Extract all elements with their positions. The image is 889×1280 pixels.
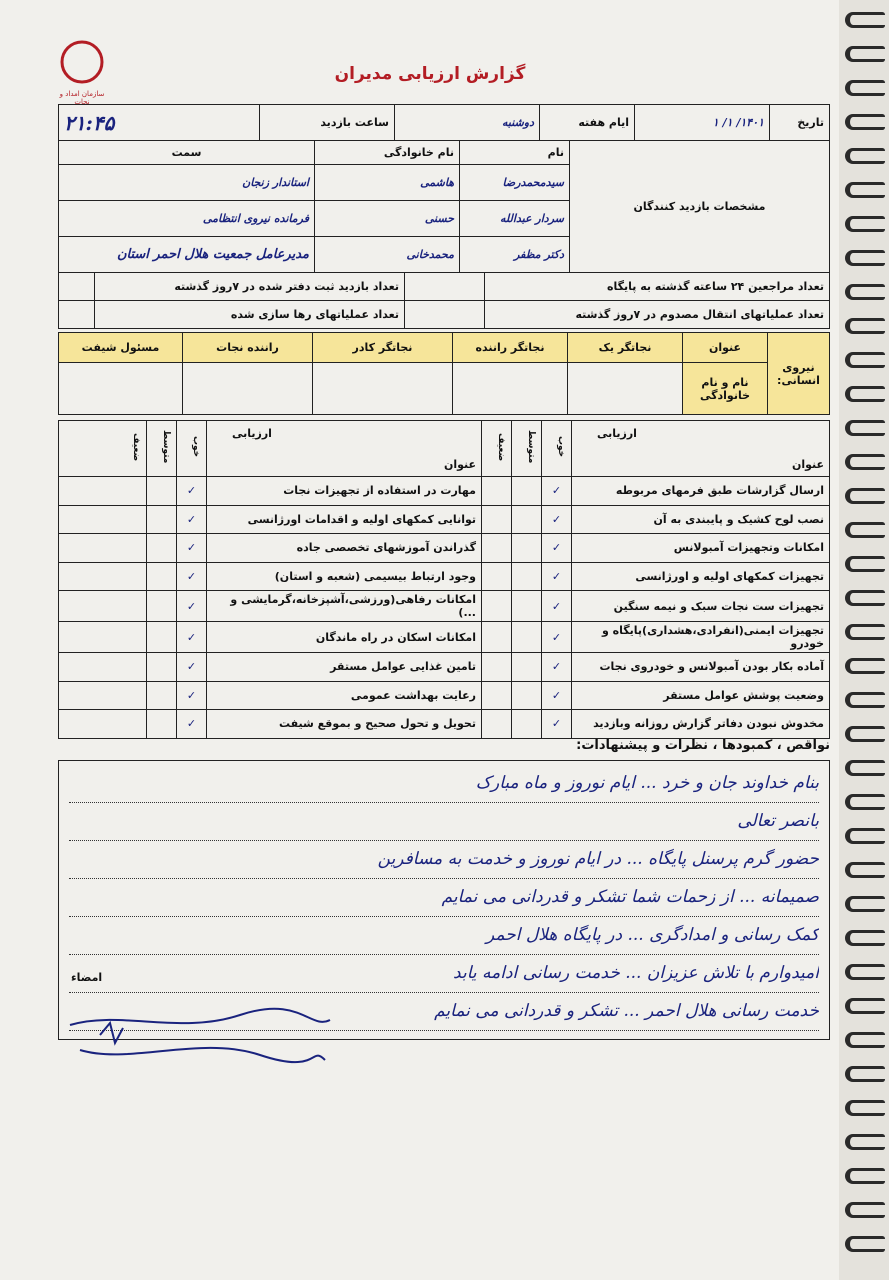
level-weak xyxy=(59,421,147,477)
eval-mark-medium xyxy=(147,562,177,591)
eval-row xyxy=(59,622,830,653)
remark-line: بانصر تعالی xyxy=(69,803,819,841)
visitor-position: فرمانده نیروی انتظامی xyxy=(59,201,315,237)
eval-mark-good: ✓ xyxy=(177,653,207,682)
eval-mark-weak xyxy=(59,622,147,653)
visitor-name: سیدمحمدرضا xyxy=(460,165,570,201)
eval-row xyxy=(59,710,830,739)
weekday-value: دوشنبه xyxy=(395,105,540,141)
eval-mark-weak xyxy=(59,710,147,739)
eval-mark-good: ✓ xyxy=(542,681,572,710)
spiral-ring xyxy=(845,760,885,776)
spiral-ring xyxy=(845,284,885,300)
visitor-family: محمدخانی xyxy=(315,237,460,273)
eval-item-label: تحویل و تحول صحیح و بموقع شیفت xyxy=(207,710,482,739)
eval-item-label: امکانات اسکان در راه ماندگان xyxy=(207,622,482,653)
transfers-7d-label: تعداد عملیاتهای انتقال مصدوم در ۷روز گذشته xyxy=(485,301,830,329)
eval-mark-good: ✓ xyxy=(542,591,572,622)
spiral-ring xyxy=(845,114,885,130)
eval-mark-weak xyxy=(482,562,512,591)
staff-cell xyxy=(453,363,568,415)
eval-mark-medium xyxy=(512,562,542,591)
visitors-table xyxy=(58,140,830,273)
eval-header-title-left xyxy=(207,421,482,477)
spiral-ring xyxy=(845,930,885,946)
time-label: ساعت بازدید xyxy=(260,105,395,141)
visitors-col-family: نام خانوادگی xyxy=(315,141,460,165)
eval-mark-weak xyxy=(59,562,147,591)
spiral-ring xyxy=(845,998,885,1014)
level-weak-label: ضعیف xyxy=(131,432,141,462)
remark-line: خدمت رسانی هلال احمر ... تشکر و قدردانی می نمایم xyxy=(69,993,819,1031)
eval-mark-medium xyxy=(512,534,542,563)
spiral-ring xyxy=(845,216,885,232)
eval-item-label: توانایی کمکهای اولیه و اقدامات اورژانسی xyxy=(207,505,482,534)
eval-mark-weak xyxy=(482,505,512,534)
level-medium-label: متوسط xyxy=(161,430,171,464)
staff-col: نجاتگر کادر xyxy=(313,333,453,363)
eval-row xyxy=(59,653,830,682)
signature-label: امضاء xyxy=(71,971,103,984)
eval-item-label: مخدوش نبودن دفاتر گزارش روزانه وبازدید xyxy=(572,710,830,739)
spiral-ring xyxy=(845,624,885,640)
eval-title-header: عنوان xyxy=(791,457,824,471)
spiral-ring xyxy=(845,1202,885,1218)
eval-mark-medium xyxy=(147,505,177,534)
eval-rating-header: ارزیابی xyxy=(232,426,272,440)
eval-mark-good: ✓ xyxy=(177,681,207,710)
staff-col: مسئول شیفت xyxy=(59,333,183,363)
level-medium xyxy=(512,421,542,477)
eval-mark-weak xyxy=(482,710,512,739)
spiral-ring xyxy=(845,896,885,912)
spiral-ring xyxy=(845,182,885,198)
eval-item-label: رعایت بهداشت عمومی xyxy=(207,681,482,710)
spiral-ring xyxy=(845,46,885,62)
eval-item-label: تجهیزات ست نجات سبک و نیمه سنگین xyxy=(572,591,830,622)
visitors-col-position: سمت xyxy=(59,141,315,165)
eval-mark-medium xyxy=(512,622,542,653)
eval-item-label: آماده بکار بودن آمبولانس و خودروی نجات xyxy=(572,653,830,682)
spiral-ring xyxy=(845,488,885,504)
eval-header-title xyxy=(572,421,830,477)
evaluation-table xyxy=(58,420,830,739)
level-medium xyxy=(147,421,177,477)
staff-name-label: نام و نام خانوادگی xyxy=(683,363,768,415)
spiral-ring xyxy=(845,454,885,470)
eval-item-label: امکانات رفاهی(ورزشی،آشپزخانه،گرمایشی و ...) xyxy=(207,591,482,622)
eval-item-label: مهارت در استفاده از تجهیزات نجات xyxy=(207,477,482,506)
eval-mark-good: ✓ xyxy=(542,477,572,506)
eval-item-label: وجود ارتباط بیسیمی (شعبه و استان) xyxy=(207,562,482,591)
handwritten-signature xyxy=(60,1005,340,1075)
eval-mark-medium xyxy=(147,710,177,739)
transfers-7d-value xyxy=(405,301,485,329)
visits-7d-label: تعداد بازدید ثبت دفتر شده در ۷روز گذشته xyxy=(95,273,405,301)
spiral-ring xyxy=(845,726,885,742)
spiral-ring xyxy=(845,658,885,674)
eval-mark-good: ✓ xyxy=(542,505,572,534)
eval-item-label: نصب لوح کشیک و پایبندی به آن xyxy=(572,505,830,534)
eval-mark-weak xyxy=(482,477,512,506)
weekday-label: ایام هفته xyxy=(540,105,635,141)
abandoned-value xyxy=(59,301,95,329)
spiral-ring xyxy=(845,794,885,810)
visitors-col-name: نام xyxy=(460,141,570,165)
remarks-label: نواقص ، کمبودها ، نظرات و پیشنهادات: xyxy=(576,738,830,753)
spiral-ring xyxy=(845,1168,885,1184)
level-medium-label: متوسط xyxy=(526,430,536,464)
visitor-name: سردار عبدالله xyxy=(460,201,570,237)
eval-mark-good: ✓ xyxy=(177,710,207,739)
spiral-ring xyxy=(845,420,885,436)
eval-mark-weak xyxy=(59,477,147,506)
level-good-label: خوب xyxy=(556,436,566,458)
spiral-ring xyxy=(845,556,885,572)
remark-line: بنام خداوند جان و خرد ... ایام نوروز و ماه مبارک xyxy=(69,765,819,803)
visitor-position: استاندار زنجان xyxy=(59,165,315,201)
eval-item-label: امکانات وتجهیزات آمبولانس xyxy=(572,534,830,563)
eval-row xyxy=(59,534,830,563)
eval-mark-good: ✓ xyxy=(542,562,572,591)
eval-mark-medium xyxy=(512,477,542,506)
level-weak xyxy=(482,421,512,477)
date-value: ۱۴۰۱/ ۱/ ۱ xyxy=(635,105,770,141)
time-value: ۲۱:۴۵ xyxy=(59,105,260,141)
eval-row xyxy=(59,562,830,591)
eval-mark-good: ✓ xyxy=(542,622,572,653)
eval-mark-weak xyxy=(59,591,147,622)
level-good-label: خوب xyxy=(191,436,201,458)
eval-mark-good: ✓ xyxy=(177,534,207,563)
level-good xyxy=(542,421,572,477)
spiral-ring xyxy=(845,1100,885,1116)
eval-mark-weak xyxy=(482,653,512,682)
visitor-name: دکتر مظفر xyxy=(460,237,570,273)
level-weak-label: ضعیف xyxy=(496,432,506,462)
spiral-binding xyxy=(839,0,889,1280)
spiral-ring xyxy=(845,1066,885,1082)
eval-mark-good: ✓ xyxy=(177,591,207,622)
remark-line: صمیمانه ... از زحمات شما تشکر و قدردانی می نمایم xyxy=(69,879,819,917)
visits-7d-value xyxy=(59,273,95,301)
eval-mark-weak xyxy=(59,681,147,710)
spiral-ring xyxy=(845,522,885,538)
eval-row xyxy=(59,505,830,534)
eval-mark-medium xyxy=(147,653,177,682)
spiral-ring xyxy=(845,964,885,980)
spiral-ring xyxy=(845,692,885,708)
staff-title-label: عنوان xyxy=(683,333,768,363)
eval-mark-weak xyxy=(59,534,147,563)
eval-mark-weak xyxy=(59,505,147,534)
eval-mark-medium xyxy=(147,477,177,506)
staff-cell xyxy=(313,363,453,415)
staff-cell xyxy=(59,363,183,415)
eval-mark-medium xyxy=(147,534,177,563)
eval-item-label: ارسال گزارشات طبق فرمهای مربوطه xyxy=(572,477,830,506)
eval-row xyxy=(59,477,830,506)
eval-row xyxy=(59,681,830,710)
spiral-ring xyxy=(845,12,885,28)
staff-col: نجاتگر راننده xyxy=(453,333,568,363)
eval-mark-medium xyxy=(512,591,542,622)
spiral-ring xyxy=(845,352,885,368)
staff-col: نجاتگر یک xyxy=(568,333,683,363)
remark-line: حضور گرم پرسنل پایگاه ... در ایام نوروز و خدمت به مسافرین xyxy=(69,841,819,879)
red-crescent-logo xyxy=(52,40,112,106)
eval-mark-good: ✓ xyxy=(177,505,207,534)
eval-mark-good: ✓ xyxy=(542,710,572,739)
eval-item-label: تجهیزات کمکهای اولیه و اورژانسی xyxy=(572,562,830,591)
level-good xyxy=(177,421,207,477)
eval-mark-weak xyxy=(482,534,512,563)
spiral-ring xyxy=(845,1134,885,1150)
eval-mark-good: ✓ xyxy=(542,534,572,563)
eval-mark-medium xyxy=(147,591,177,622)
staff-cell xyxy=(183,363,313,415)
eval-item-label: تامین غذایی عوامل مستقر xyxy=(207,653,482,682)
visitor-family: هاشمی xyxy=(315,165,460,201)
visitors-section-label: مشخصات بازدید کنندگان xyxy=(570,141,830,273)
visitor-position: مدیرعامل جمعیت هلال احمر استان xyxy=(59,237,315,273)
eval-mark-weak xyxy=(482,681,512,710)
spiral-ring xyxy=(845,80,885,96)
eval-mark-weak xyxy=(482,622,512,653)
eval-item-label: وضعیت پوشش عوامل مستقر xyxy=(572,681,830,710)
page-title: گزارش ارزیابی مدیران xyxy=(334,64,526,84)
eval-rating-header: ارزیابی xyxy=(597,426,637,440)
spiral-ring xyxy=(845,386,885,402)
spiral-ring xyxy=(845,828,885,844)
visit-info-table xyxy=(58,104,830,141)
stats-table xyxy=(58,272,830,329)
eval-mark-good: ✓ xyxy=(177,622,207,653)
spiral-ring xyxy=(845,250,885,266)
remark-line: امیدوارم با تلاش عزیزان ... خدمت رسانی ادامه یابد xyxy=(69,955,819,993)
date-label: تاریخ xyxy=(770,105,830,141)
spiral-ring xyxy=(845,1032,885,1048)
clients-24h-value xyxy=(405,273,485,301)
eval-mark-weak xyxy=(482,591,512,622)
eval-title-header: عنوان xyxy=(443,457,476,471)
eval-mark-medium xyxy=(147,622,177,653)
spiral-ring xyxy=(845,862,885,878)
eval-mark-weak xyxy=(59,653,147,682)
eval-mark-good: ✓ xyxy=(177,562,207,591)
spiral-ring xyxy=(845,148,885,164)
spiral-ring xyxy=(845,1236,885,1252)
visitor-family: حسنی xyxy=(315,201,460,237)
eval-item-label: تجهیزات ایمنی(انفرادی،هشداری)پایگاه و خودرو xyxy=(572,622,830,653)
eval-mark-good: ✓ xyxy=(177,477,207,506)
remarks-box xyxy=(58,760,830,1040)
abandoned-label: تعداد عملیاتهای رها سازی شده xyxy=(95,301,405,329)
staff-table xyxy=(58,332,830,415)
eval-mark-good: ✓ xyxy=(542,653,572,682)
eval-mark-medium xyxy=(512,653,542,682)
remark-line: کمک رسانی و امدادگری ... در پایگاه هلال احمر xyxy=(69,917,819,955)
staff-col: راننده نجات xyxy=(183,333,313,363)
spiral-ring xyxy=(845,590,885,606)
staff-section-label: نیروی انسانی: xyxy=(768,333,830,415)
eval-mark-medium xyxy=(512,681,542,710)
eval-item-label: گذراندن آموزشهای تخصصی جاده xyxy=(207,534,482,563)
eval-row xyxy=(59,591,830,622)
spiral-ring xyxy=(845,318,885,334)
clients-24h-label: تعداد مراجعین ۲۴ ساعته گذشته به پایگاه xyxy=(485,273,830,301)
eval-mark-medium xyxy=(147,681,177,710)
logo-text: سازمان امداد و نجات xyxy=(59,90,105,106)
eval-mark-medium xyxy=(512,505,542,534)
staff-cell xyxy=(568,363,683,415)
eval-mark-medium xyxy=(512,710,542,739)
